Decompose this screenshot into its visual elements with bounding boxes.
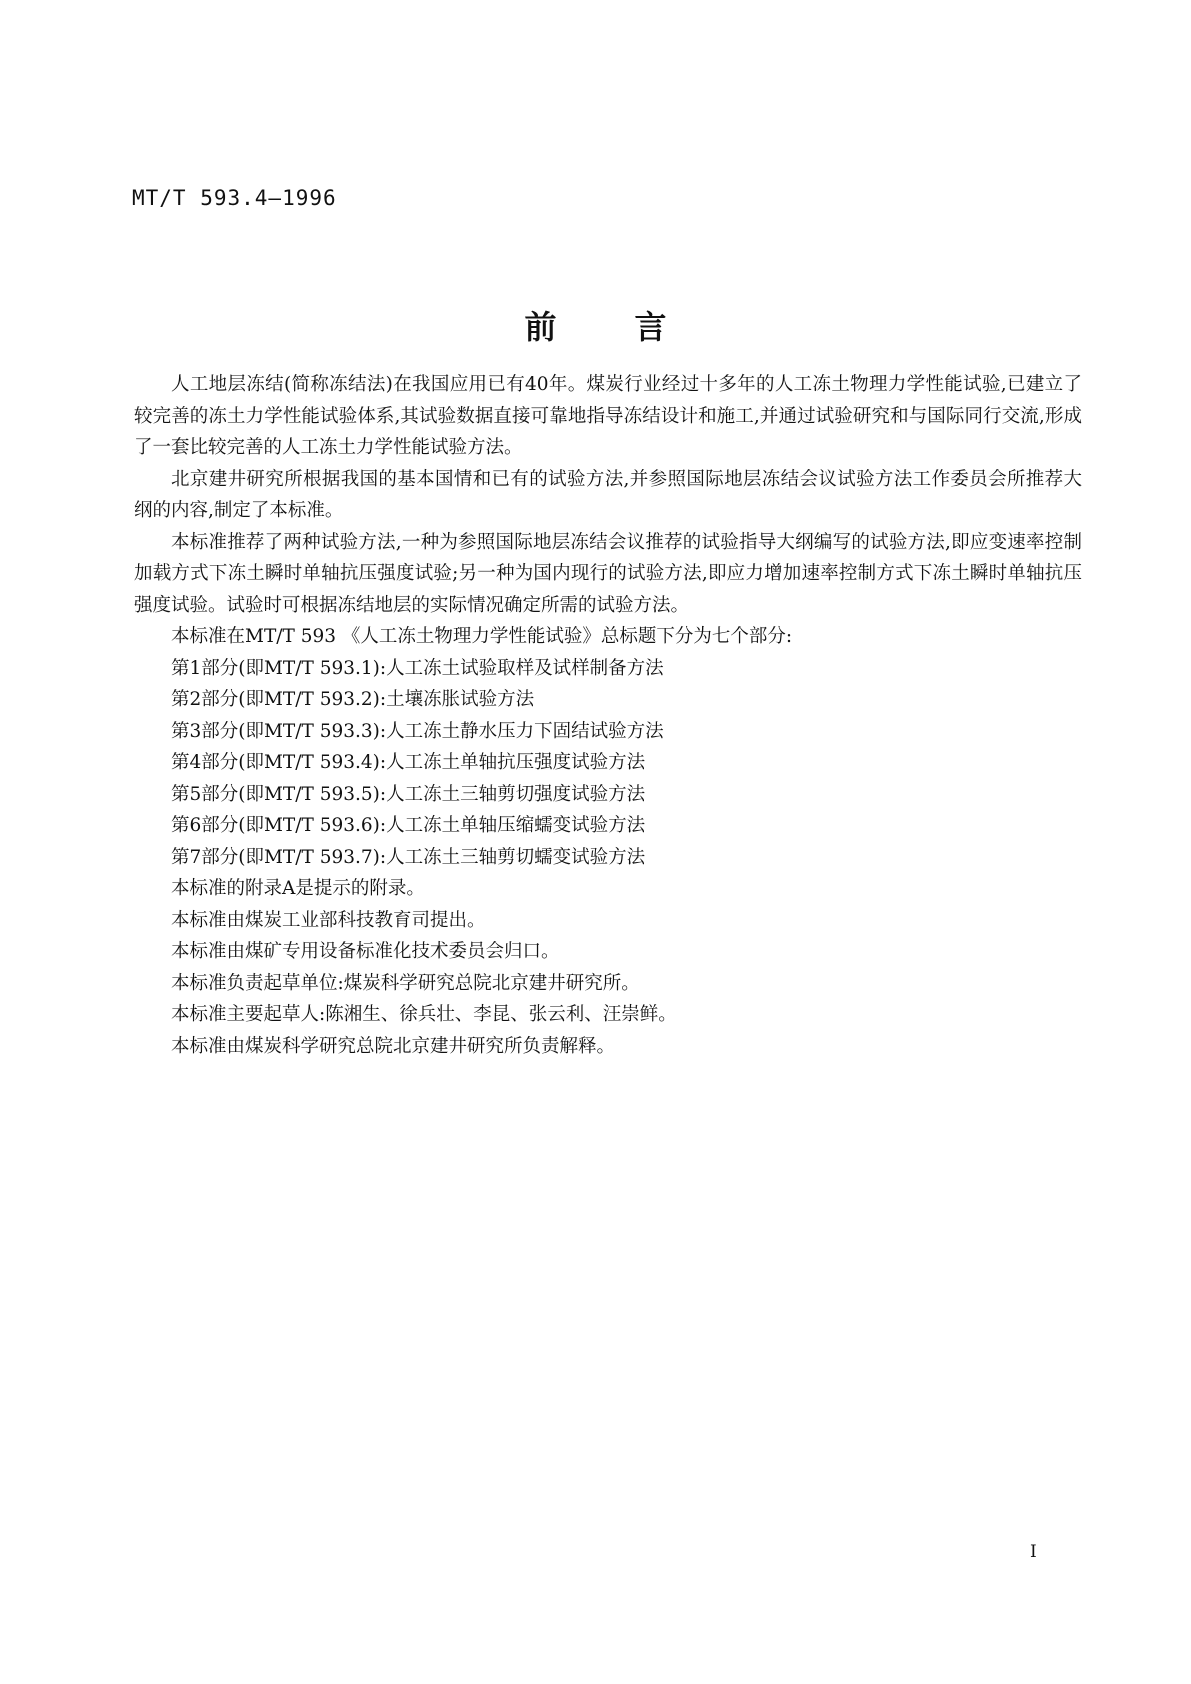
paragraph: 人工地层冻结(简称冻结法)在我国应用已有40年。煤炭行业经过十多年的人工冻土物理力学性能试验,已建立了较完善的冻土力学性能试验体系,其试验数据直接可靠地指导冻结设计和施工,并通过试验研究和与国际同行交流,形成了一套比较完善的人工冻土力学性能试验方法。 [134,374,1082,458]
paragraph: 北京建井研究所根据我国的基本国情和已有的试验方法,并参照国际地层冻结会议试验方法工作委员会所推荐大纲的内容,制定了本标准。 [134,468,1082,521]
part-list-item: 第7部分(即MT/T 593.7):人工冻土三轴剪切蠕变试验方法 [171,846,646,868]
paragraph: 本标准推荐了两种试验方法,一种为参照国际地层冻结会议推荐的试验指导大纲编写的试验方法,即应变速率控制加载方式下冻土瞬时单轴抗压强度试验;另一种为国内现行的试验方法,即应力增加速率控制方式下冻土瞬时单轴抗压强度试验。试验时可根据冻结地层的实际情况确定所需的试验方法。 [134,531,1082,616]
proposer-note: 本标准由煤炭工业部科技教育司提出。 [171,909,486,931]
part-list-item: 第5部分(即MT/T 593.5):人工冻土三轴剪切强度试验方法 [171,783,646,805]
part-list-item: 第4部分(即MT/T 593.4):人工冻土单轴抗压强度试验方法 [171,752,646,773]
part-list-item: 第2部分(即MT/T 593.2):土壤冻胀试验方法 [171,689,535,710]
drafting-unit-note: 本标准负责起草单位:煤炭科学研究总院北京建井研究所。 [171,972,640,994]
appendix-note: 本标准的附录A是提示的附录。 [171,878,425,899]
page-number: I [1030,1542,1037,1562]
page-title: 前言 [524,308,745,346]
drafters-note: 本标准主要起草人:陈湘生、徐兵壮、李昆、张云利、汪崇鲜。 [171,1004,677,1025]
part-list-item: 第6部分(即MT/T 593.6):人工冻土单轴压缩蠕变试验方法 [171,815,646,836]
foreword-body [134,369,1082,1062]
part-list-item: 第1部分(即MT/T 593.1):人工冻土试验取样及试样制备方法 [171,657,664,679]
interpretation-note: 本标准由煤炭科学研究总院北京建井研究所负责解释。 [171,1035,616,1057]
part-list-item: 第3部分(即MT/T 593.3):人工冻土静水压力下固结试验方法 [171,720,664,742]
management-note: 本标准由煤矿专用设备标准化技术委员会归口。 [171,941,560,962]
document-code: MT/T 593.4—1996 [132,186,337,210]
parts-intro-line: 本标准在MT/T 593 《人工冻土物理力学性能试验》总标题下分为七个部分: [171,626,793,647]
